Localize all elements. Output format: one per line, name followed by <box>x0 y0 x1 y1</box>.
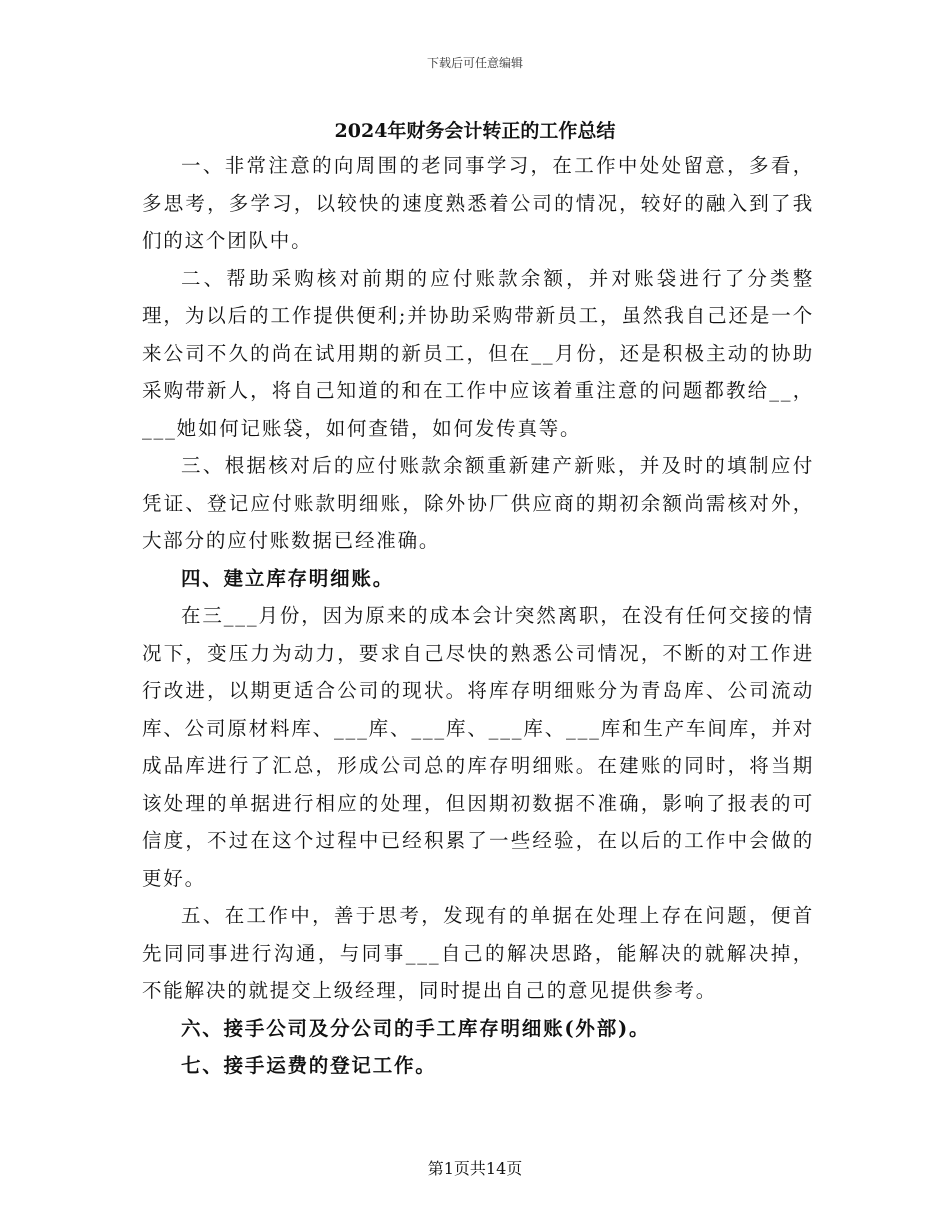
page-number-footer: 第1页共14页 <box>427 1159 523 1178</box>
paragraph-2: 二、帮助采购核对前期的应付账款余额，并对账袋进行了分类整理，为以后的工作提供便利;并协助采购带新员工，虽然我自己还是一个来公司不久的尚在试用期的新员工，但在__月份，还是积极主动的协助采购带新人，将自己知道的和在工作中应该着重注意的问题都教给__，___她如何记账袋，如何查错，如何发传真等。 <box>142 266 814 440</box>
document-title: 2024年财务会计转正的工作总结 <box>334 120 616 142</box>
section-heading-6: 六、接手公司及分公司的手工库存明细账(外部)。 <box>181 1016 651 1040</box>
document-body <box>142 147 814 1085</box>
section-heading-4: 四、建立库存明细账。 <box>181 566 395 590</box>
paragraph-4-body: 在三___月份，因为原来的成本会计突然离职，在没有任何交接的情况下，变压力为动力，要求自己尽快的熟悉公司情况，不断的对工作进行改进，以期更适合公司的现状。将库存明细账分为青岛库、公司流动库、公司原材料库、___库、___库、___库、___库和生产车间库，并对成品库进行了汇总，形成公司总的库存明细账。在建账的同时，将当期该处理的单据进行相应的处理，但因期初数据不准确，影响了报表的可信度，不过在这个过程中已经积累了一些经验，在以后的工作中会做的更好。 <box>142 604 814 890</box>
header-note: 下载后可任意编辑 <box>426 56 523 70</box>
paragraph-3: 三、根据核对后的应付账款余额重新建产新账，并及时的填制应付凭证、登记应付账款明细账，除外协厂供应商的期初余额尚需核对外，大部分的应付账数据已经准确。 <box>142 454 814 552</box>
paragraph-5: 五、在工作中，善于思考，发现有的单据在处理上存在问题，便首先同同事进行沟通，与同事___自己的解决思路，能解决的就解决掉，不能解决的就提交上级经理，同时提出自己的意见提供参考。 <box>142 904 814 1002</box>
paragraph-1: 一、非常注意的向周围的老同事学习，在工作中处处留意，多看，多思考，多学习，以较快的速度熟悉着公司的情况，较好的融入到了我们的这个团队中。 <box>142 154 814 252</box>
section-heading-7: 七、接手运费的登记工作。 <box>181 1054 437 1077</box>
